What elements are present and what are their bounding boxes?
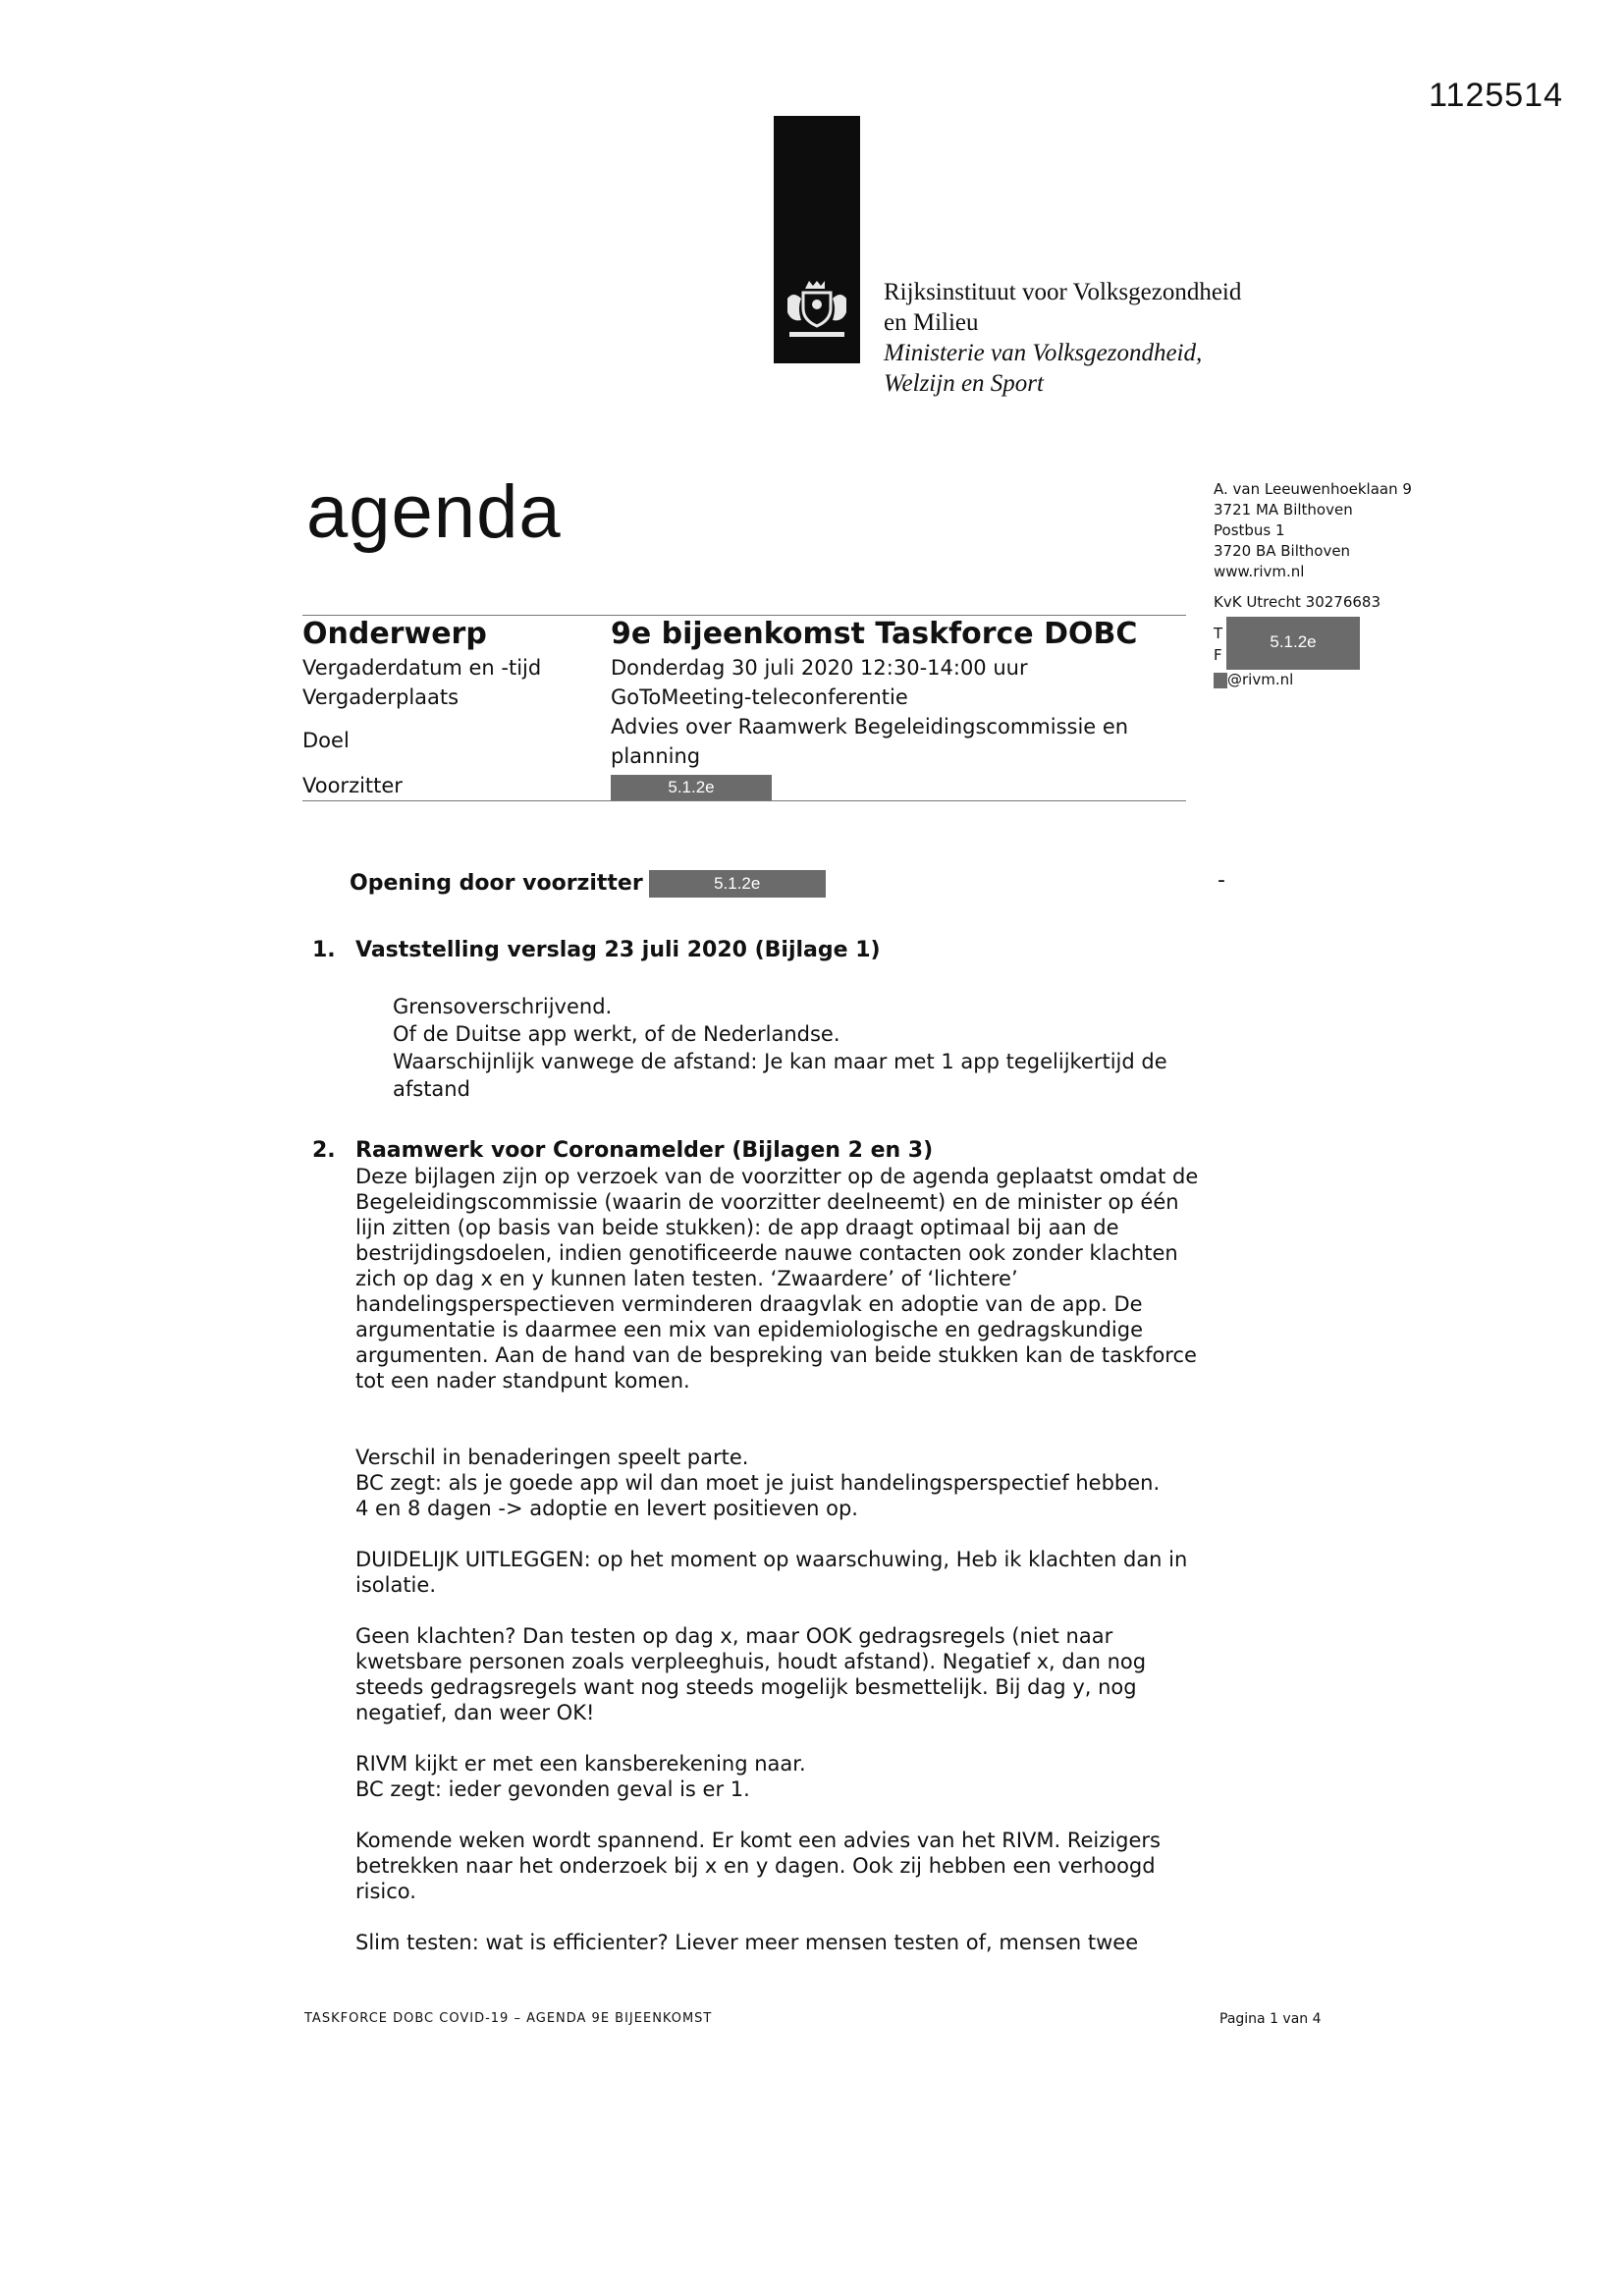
note-paragraph: Verschil in benaderingen speelt parte. (355, 1446, 749, 1469)
item-2-notes (355, 1164, 1200, 1955)
phone-fax (1214, 617, 1412, 670)
chair-row (302, 771, 1186, 800)
goal-row (302, 712, 1186, 771)
agenda-item-2 (312, 1138, 933, 1163)
item-number: 1. (312, 938, 336, 962)
subject-value: 9e bijeenkomst Taskforce DOBC (611, 617, 1138, 651)
email-redaction (1214, 673, 1227, 688)
address-block (1214, 479, 1412, 690)
address-website: www.rivm.nl (1214, 563, 1305, 580)
email-domain: @rivm.nl (1227, 671, 1294, 688)
note-paragraph: Geen klachten? Dan testen op dag x, maar OOK gedragsregels (niet naar kwetsbare personen zoals verpleeghuis, houdt afstand). Negatief x, dan nog steeds gedragsregels want nog steeds mogelijk besmettelijk. Bij dag y, nog negatief, dan weer OK! (355, 1624, 1147, 1724)
date-value: Donderdag 30 juli 2020 12:30-14:00 uur (611, 656, 1028, 680)
note-paragraph: DUIDELIJK UITLEGGEN: op het moment op waarschuwing, Heb ik klachten dan in isolatie. (355, 1548, 1188, 1597)
org-line-3: Ministerie van Volksgezondheid, (884, 340, 1203, 366)
opening-label: Opening door voorzitter (350, 871, 643, 896)
note-paragraph: Waarschijnlijk vanwege de afstand: Je kan maar met 1 app tegelijkertijd de afstand (393, 1050, 1167, 1101)
phone-label: T (1214, 625, 1223, 642)
note-paragraph: BC zegt: ieder gevonden geval is er 1. (355, 1777, 750, 1801)
item-number: 2. (312, 1138, 336, 1163)
place-row (302, 683, 1186, 712)
footer-title: TASKFORCE DOBC COVID-19 – AGENDA 9E BIJEENKOMST (304, 2011, 713, 2026)
subject-label: Onderwerp (302, 617, 487, 651)
note-paragraph: Grensoverschrijvend. (393, 995, 613, 1018)
date-label: Vergaderdatum en -tijd (302, 656, 542, 680)
fax-label: F (1214, 646, 1222, 664)
goal-value: Advies over Raamwerk Begeleidingscommissie en planning (611, 715, 1129, 768)
place-value: GoToMeeting-teleconferentie (611, 685, 908, 709)
item-title: Vaststelling verslag 23 juli 2020 (Bijlage 1) (355, 938, 881, 962)
opening-line (350, 870, 826, 898)
meeting-details (302, 615, 1186, 801)
org-line-4: Welzijn en Sport (884, 370, 1044, 397)
address-zip: 3721 MA Bilthoven (1214, 501, 1353, 519)
email (1214, 670, 1412, 690)
note-paragraph: Komende weken wordt spannend. Er komt een advies van het RIVM. Reizigers betrekken naar het onderzoek bij x en y dagen. Ook zij hebben een verhoogd risico. (355, 1829, 1161, 1903)
goal-label: Doel (302, 729, 350, 752)
chair-redaction: 5.1.2e (611, 775, 772, 800)
address-postbus: Postbus 1 (1214, 521, 1285, 539)
note-paragraph: BC zegt: als je goede app wil dan moet je juist handelingsperspectief hebben. (355, 1471, 1161, 1495)
subject-row (302, 616, 1186, 653)
document-id: 1125514 (1429, 77, 1563, 114)
agenda-item-1 (312, 938, 881, 962)
note-paragraph: Deze bijlagen zijn op verzoek van de voorzitter op de agenda geplaatst omdat de Begeleidingscommissie (waarin de voorzitter deelneemt) en de minister op één lijn zitten (op basis van beide stukken): de app draagt optimaal bij aan de bestrijdingsdoelen, indien genotificeerde nauwe contacten ook zonder klachten zich op dag x en y kunnen laten testen. ‘Zwaardere’ of ‘lichtere’ handelingsperspectieven verminderen draagvlak en adoptie van de app. De argumentatie is daarmee een mix van epidemiologische en gedragskundige argumenten. Aan de hand van de bespreking van beide stukken kan de taskforce tot een nader standpunt komen. (355, 1165, 1199, 1393)
address-street: A. van Leeuwenhoeklaan 9 (1214, 480, 1412, 498)
org-line-2: en Milieu (884, 309, 979, 336)
page-number: Pagina 1 van 4 (1219, 2011, 1322, 2027)
phone-redaction: 5.1.2e (1226, 617, 1360, 670)
item-title: Raamwerk voor Coronamelder (Bijlagen 2 en 3) (355, 1138, 934, 1163)
note-paragraph: Slim testen: wat is efficienter? Liever meer mensen testen of, mensen twee (355, 1931, 1139, 1954)
org-line-1: Rijksinstituut voor Volksgezondheid (884, 279, 1242, 305)
address-postbus-zip: 3720 BA Bilthoven (1214, 542, 1351, 560)
note-paragraph: 4 en 8 dagen -> adoptie en levert positieven op. (355, 1497, 858, 1520)
item-1-notes (393, 993, 1188, 1103)
document-title: agenda (306, 470, 562, 554)
rijksoverheid-logo (774, 116, 860, 363)
address-kvk: KvK Utrecht 30276683 (1214, 593, 1380, 611)
note-paragraph: RIVM kijkt er met een kansberekening naar. (355, 1752, 806, 1776)
opening-redaction: 5.1.2e (649, 870, 826, 898)
place-label: Vergaderplaats (302, 685, 460, 709)
organisation-name (884, 277, 1241, 399)
side-mark: - (1218, 868, 1225, 893)
note-paragraph: Of de Duitse app werkt, of de Nederlandse. (393, 1022, 840, 1046)
chair-label: Voorzitter (302, 774, 403, 797)
coat-of-arms-icon (782, 275, 852, 346)
date-row (302, 653, 1186, 683)
